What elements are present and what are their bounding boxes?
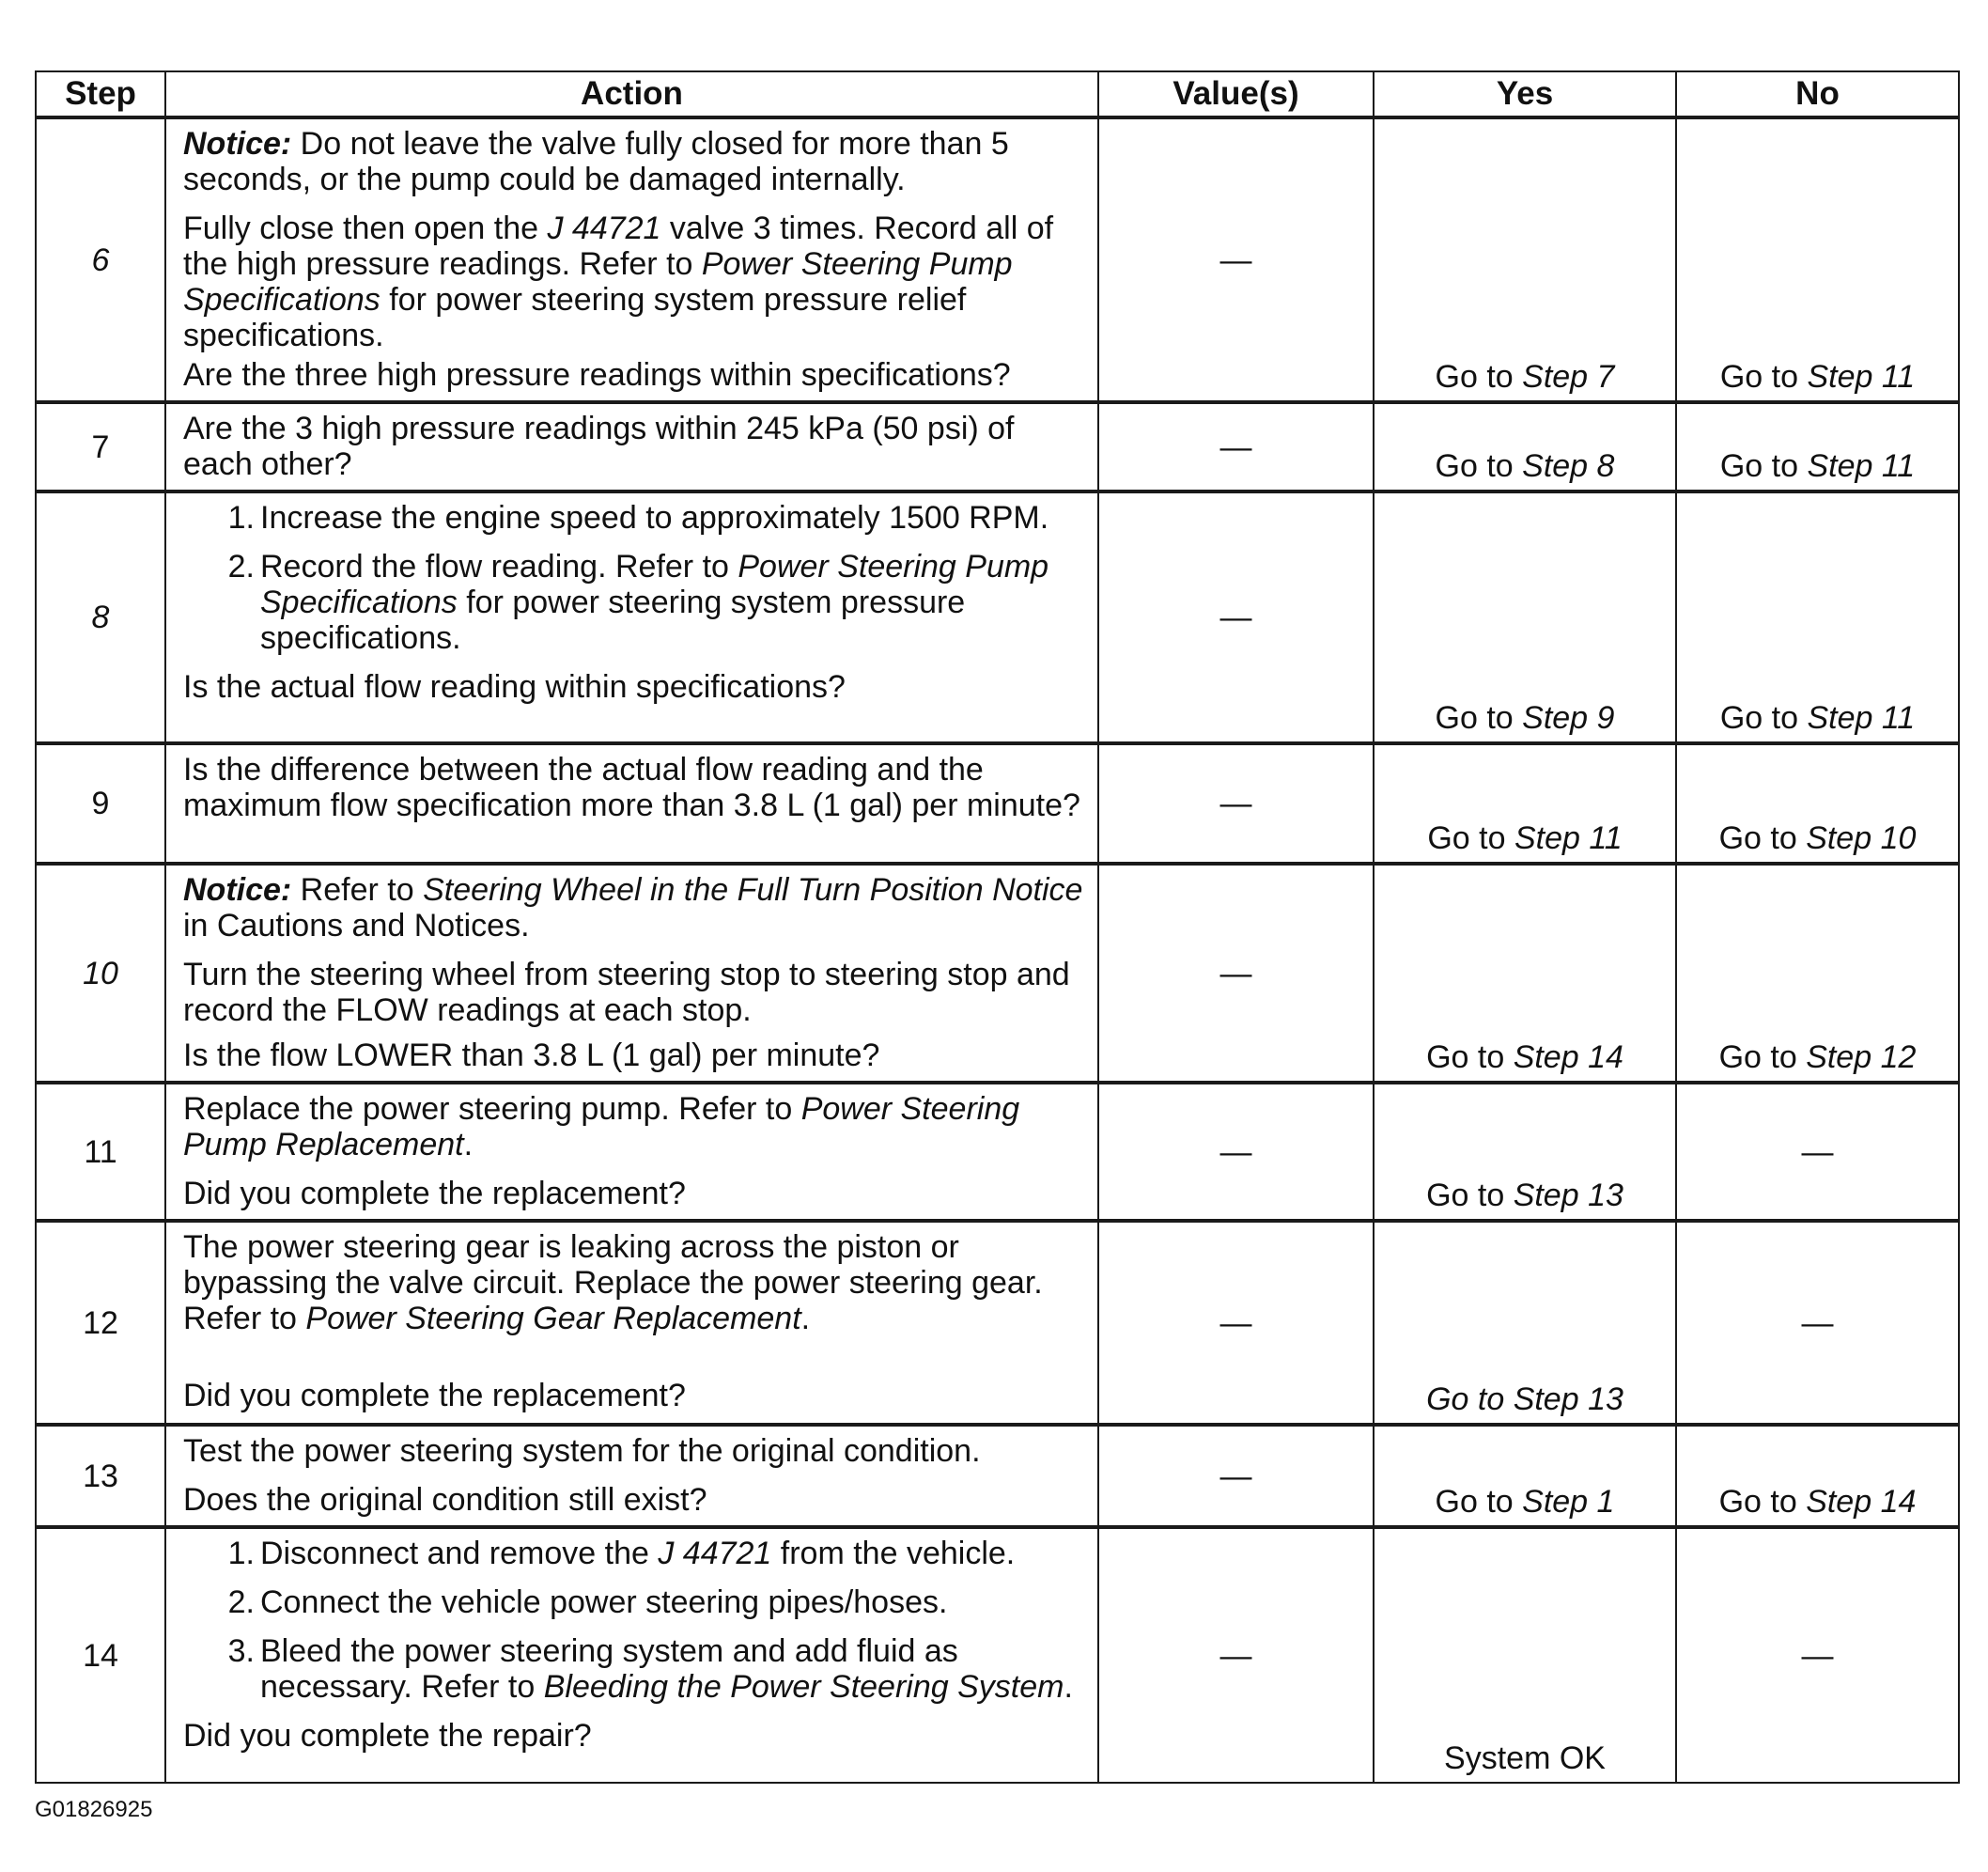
goto-step-link[interactable]: Step 7 (1522, 359, 1615, 395)
action-text: The power steering gear is leaking across the piston or bypassing the valve circuit. Replace the power steering gear. Refer to (183, 1229, 1043, 1336)
doc-reference: Power Steering Pump Specifications (260, 549, 1049, 620)
value-cell: — (1098, 1425, 1374, 1527)
goto-prefix: Go to (1435, 359, 1523, 395)
question-text: Did you complete the replacement? (183, 1378, 686, 1413)
question-text: Are the 3 high pressure readings within 245 kPa (50 psi) of each other? (183, 411, 1015, 482)
value-cell: — (1098, 1527, 1374, 1783)
action-paragraph (183, 211, 1088, 353)
doc-reference: Power Steering Pump Replacement (183, 1091, 1020, 1162)
goto-prefix: Go to (1719, 359, 1808, 395)
question-text: Is the difference between the actual flow reading and the maximum flow specification more than 3.8 L (1 gal) per minute? (183, 752, 1080, 823)
yes-cell (1374, 864, 1676, 1083)
header-no: No (1676, 71, 1959, 117)
action-cell (165, 1083, 1098, 1221)
action-cell (165, 491, 1098, 743)
list-number: 3. (227, 1633, 255, 1669)
no-cell: — (1676, 1083, 1959, 1221)
notice-label: Notice: (183, 126, 292, 162)
table-row-step-13 (36, 1425, 1959, 1527)
no-cell (1676, 402, 1959, 491)
no-cell (1676, 491, 1959, 743)
table-row-step-11 (36, 1083, 1959, 1221)
value-cell: — (1098, 117, 1374, 402)
action-paragraph: Turn the steering wheel from steering stop to steering stop and record the FLOW readings at each stop. (183, 957, 1070, 1028)
no-cell (1676, 864, 1959, 1083)
action-cell (165, 743, 1098, 864)
list-item-text: Bleed the power steering system and add fluid as necessary. Refer to (260, 1633, 958, 1705)
list-item (227, 549, 1088, 656)
value-cell: — (1098, 1083, 1374, 1221)
value-cell: — (1098, 491, 1374, 743)
goto-prefix: Go to (1426, 1381, 1514, 1417)
table-row-step-12 (36, 1221, 1959, 1425)
goto-prefix: Go to (1719, 448, 1808, 484)
list-item-text: Record the flow reading. Refer to (260, 549, 738, 585)
step-number: 8 (36, 491, 165, 743)
notice-label: Notice: (183, 872, 292, 908)
notice-text: Refer to (291, 872, 424, 908)
diagnostic-table (35, 70, 1960, 1784)
goto-step-link[interactable]: Step 13 (1513, 1381, 1623, 1417)
goto-prefix: Go to (1718, 820, 1807, 856)
goto-step-link[interactable]: Step 12 (1806, 1039, 1917, 1075)
action-text: valve 3 times. Record all of the high pressure readings. Refer to (183, 211, 1054, 282)
goto-step-link[interactable]: Step 10 (1806, 820, 1917, 856)
action-text: Replace the power steering pump. Refer to (183, 1091, 801, 1127)
header-action: Action (165, 71, 1098, 117)
question-text: Did you complete the repair? (183, 1718, 592, 1754)
question-text: Is the actual flow reading within specifications? (183, 669, 846, 705)
goto-step-link[interactable]: Step 14 (1806, 1484, 1917, 1520)
yes-cell (1374, 117, 1676, 402)
header-values: Value(s) (1098, 71, 1374, 117)
list-number: 1. (227, 1536, 255, 1571)
doc-reference: Steering Wheel in the Full Turn Position Notice (423, 872, 1083, 908)
table-row-step-7 (36, 402, 1959, 491)
tool-reference: J 44721 (658, 1536, 772, 1571)
no-cell (1676, 117, 1959, 402)
step-number: 12 (36, 1221, 165, 1425)
goto-prefix: Go to (1435, 700, 1523, 736)
step-number: 10 (36, 864, 165, 1083)
question-text: Did you complete the replacement? (183, 1176, 686, 1211)
tool-reference: J 44721 (547, 211, 661, 246)
action-text: . (463, 1127, 474, 1162)
action-cell (165, 117, 1098, 402)
list-item-text: . (1064, 1669, 1073, 1705)
yes-cell (1374, 1425, 1676, 1527)
table-row-step-6 (36, 117, 1959, 402)
value-cell: — (1098, 743, 1374, 864)
notice-text: Do not leave the valve fully closed for more than 5 seconds, or the pump could be damaged internally. (183, 126, 1009, 197)
goto-prefix: Go to (1426, 1178, 1514, 1213)
yes-cell (1374, 1221, 1676, 1425)
goto-prefix: Go to (1719, 700, 1808, 736)
action-cell (165, 1425, 1098, 1527)
step-number: 13 (36, 1425, 165, 1527)
list-item (227, 1584, 1088, 1620)
step-number: 11 (36, 1083, 165, 1221)
action-paragraph (183, 1229, 1088, 1336)
goto-step-link[interactable]: Step 1 (1522, 1484, 1615, 1520)
yes-cell: System OK (1374, 1527, 1676, 1783)
goto-prefix: Go to (1427, 820, 1514, 856)
step-number: 9 (36, 743, 165, 864)
no-cell (1676, 743, 1959, 864)
list-number: 2. (227, 1584, 255, 1620)
list-item (227, 500, 1088, 536)
question-text: Does the original condition still exist? (183, 1482, 707, 1518)
action-cell (165, 1221, 1098, 1425)
action-paragraph (183, 1091, 1088, 1162)
value-cell: — (1098, 402, 1374, 491)
goto-prefix: Go to (1435, 448, 1523, 484)
question-text: Is the flow LOWER than 3.8 L (1 gal) per minute? (183, 1037, 880, 1073)
numbered-list (183, 1536, 1088, 1705)
doc-reference: Power Steering Pump Specifications (183, 246, 1013, 318)
numbered-list (183, 500, 1088, 656)
table-row-step-8 (36, 491, 1959, 743)
step-number: 7 (36, 402, 165, 491)
notice-paragraph (183, 126, 1088, 197)
list-item-text: Increase the engine speed to approximately 1500 RPM. (260, 500, 1049, 536)
value-cell: — (1098, 1221, 1374, 1425)
value-cell: — (1098, 864, 1374, 1083)
list-item (227, 1536, 1088, 1571)
goto-prefix: Go to (1718, 1484, 1807, 1520)
yes-cell (1374, 491, 1676, 743)
goto-step-link[interactable]: Step 14 (1513, 1039, 1623, 1075)
goto-step-link[interactable]: Step 11 (1514, 820, 1623, 856)
list-item-text: Connect the vehicle power steering pipes/hoses. (260, 1584, 948, 1620)
notice-paragraph (183, 872, 1088, 944)
header-step: Step (36, 71, 165, 117)
yes-cell (1374, 1083, 1676, 1221)
action-cell (165, 1527, 1098, 1783)
action-cell (165, 864, 1098, 1083)
notice-text: in Cautions and Notices. (183, 908, 530, 944)
header-row (36, 71, 1959, 117)
figure-id: G01826925 (35, 1797, 153, 1822)
list-item-text: for power steering system pressure specifications. (260, 585, 966, 656)
no-cell: — (1676, 1527, 1959, 1783)
list-item-text: from the vehicle. (771, 1536, 1016, 1571)
yes-cell (1374, 402, 1676, 491)
goto-prefix: Go to (1426, 1039, 1514, 1075)
question-text: Are the three high pressure readings within specifications? (183, 357, 1011, 393)
goto-step-link[interactable]: Step 11 (1807, 359, 1916, 395)
yes-cell (1374, 743, 1676, 864)
goto-step-link[interactable]: Step 11 (1807, 448, 1916, 484)
table-row-step-10 (36, 864, 1959, 1083)
goto-prefix: Go to (1435, 1484, 1523, 1520)
header-yes: Yes (1374, 71, 1676, 117)
table-row-step-14 (36, 1527, 1959, 1783)
doc-reference: Power Steering Gear Replacement (305, 1301, 801, 1336)
action-cell (165, 402, 1098, 491)
list-number: 2. (227, 549, 255, 585)
list-item-text: Disconnect and remove the (260, 1536, 659, 1571)
action-text: . (800, 1301, 811, 1336)
list-item (227, 1633, 1088, 1705)
action-paragraph: Test the power steering system for the original condition. (183, 1433, 981, 1469)
no-cell: — (1676, 1221, 1959, 1425)
no-cell (1676, 1425, 1959, 1527)
table-row-step-9 (36, 743, 1959, 864)
goto-step-link[interactable]: Step 11 (1807, 700, 1916, 736)
goto-step-link[interactable]: Step 9 (1522, 700, 1615, 736)
step-number: 6 (36, 117, 165, 402)
step-number: 14 (36, 1527, 165, 1783)
goto-prefix: Go to (1718, 1039, 1807, 1075)
doc-reference: Bleeding the Power Steering System (543, 1669, 1064, 1705)
action-text: Fully close then open the (183, 211, 548, 246)
goto-step-link[interactable]: Step 13 (1513, 1178, 1623, 1213)
action-text: for power steering system pressure relief specifications. (183, 282, 967, 353)
goto-step-link[interactable]: Step 8 (1522, 448, 1615, 484)
list-number: 1. (227, 500, 255, 536)
